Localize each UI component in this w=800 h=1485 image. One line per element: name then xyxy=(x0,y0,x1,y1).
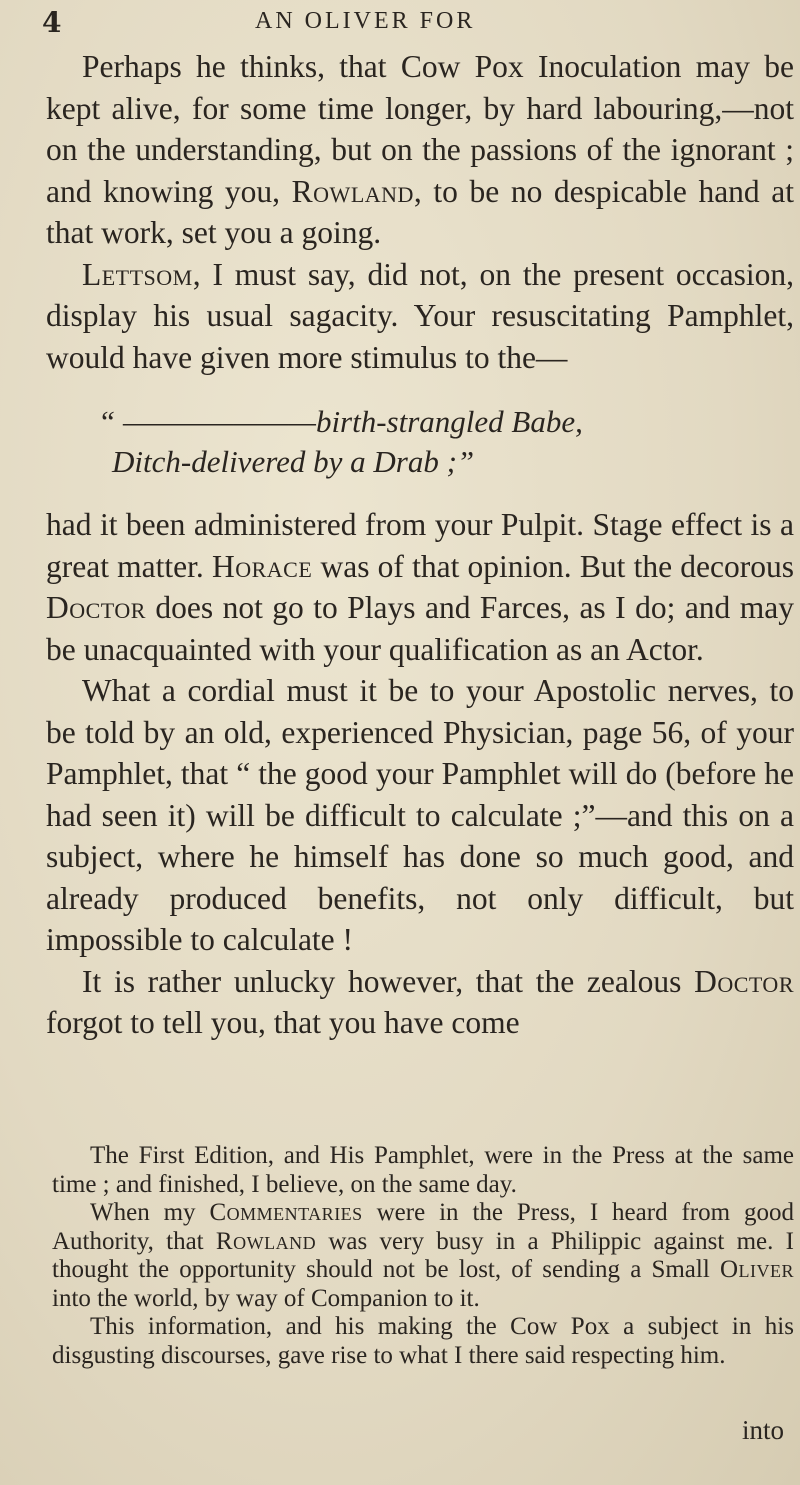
footnote xyxy=(52,1142,794,1370)
quote-line: Ditch-delivered by a Drab ;” xyxy=(112,444,475,479)
paragraph-2: Lettsom, I must say, did not, on the present occasion, display his usual sagacity. Your resuscitating Pamphlet, would have given more stimulus to the— xyxy=(46,256,794,375)
footnote-paragraph: When my Commentaries were in the Press, I heard from good Authority, that Rowland was very busy in a Philippic against me. I thought the opportunity should not be lost, of sending a Small Oliver into the world, by way of Companion to it. xyxy=(52,1199,794,1312)
paragraph-1: Perhaps he thinks, that Cow Pox Inoculation may be kept alive, for some time longer, by hard labouring,—not on the understanding, but on the passions of the ignorant ; and knowing you, Rowland, to be no despicable hand at that work, set you a going. xyxy=(46,49,795,250)
catchword: into xyxy=(741,1415,784,1445)
running-head: AN OLIVER FOR xyxy=(255,8,476,34)
paragraph-3: had it been administered from your Pulpit. Stage effect is a great matter. Horace was of that opinion. But the decorous Doctor does not go to Plays and Farces, as I do; and may be unacquainted with your qualification as an Actor. xyxy=(46,507,794,667)
page-number: 4 xyxy=(42,6,62,39)
paragraph-5: It is rather unlucky however, that the zealous Doctor forgot to tell you, that you have come xyxy=(46,963,794,1040)
small-caps-name: Rowland xyxy=(215,1227,317,1255)
small-caps-name: Doctor xyxy=(694,963,794,999)
small-caps-name: Horace xyxy=(211,548,313,584)
small-caps-name: Oliver xyxy=(719,1256,794,1283)
small-caps-name: Lettsom xyxy=(82,256,193,292)
verse-quote xyxy=(46,402,794,482)
paragraph-4: What a cordial must it be to your Apostolic nerves, to be told by an old, experienced Physician, page 56, of your Pamphlet, that “ the good your Pamphlet will do (before he had seen it) will be difficult to calculate ;”—and this on a subject, where he himself has done so much good, and already produced benefits, not only difficult, but impossible to calculate ! xyxy=(46,673,794,957)
small-caps-name: Doctor xyxy=(46,590,146,625)
small-caps-name: Rowland xyxy=(291,173,414,209)
main-text xyxy=(46,46,794,1044)
footnote-paragraph: This information, and his making the Cow Pox a subject in his disgusting discourses, gave rise to what I there said respecting him. xyxy=(52,1313,794,1369)
small-caps-name: Commentaries xyxy=(209,1199,363,1226)
quote-line: “ ———————birth-strangled Babe, xyxy=(98,404,583,439)
page-header xyxy=(0,0,800,46)
footnote-paragraph: The First Edition, and His Pamphlet, were in the Press at the same time ; and finished, I believe, on the same day. xyxy=(52,1142,794,1198)
